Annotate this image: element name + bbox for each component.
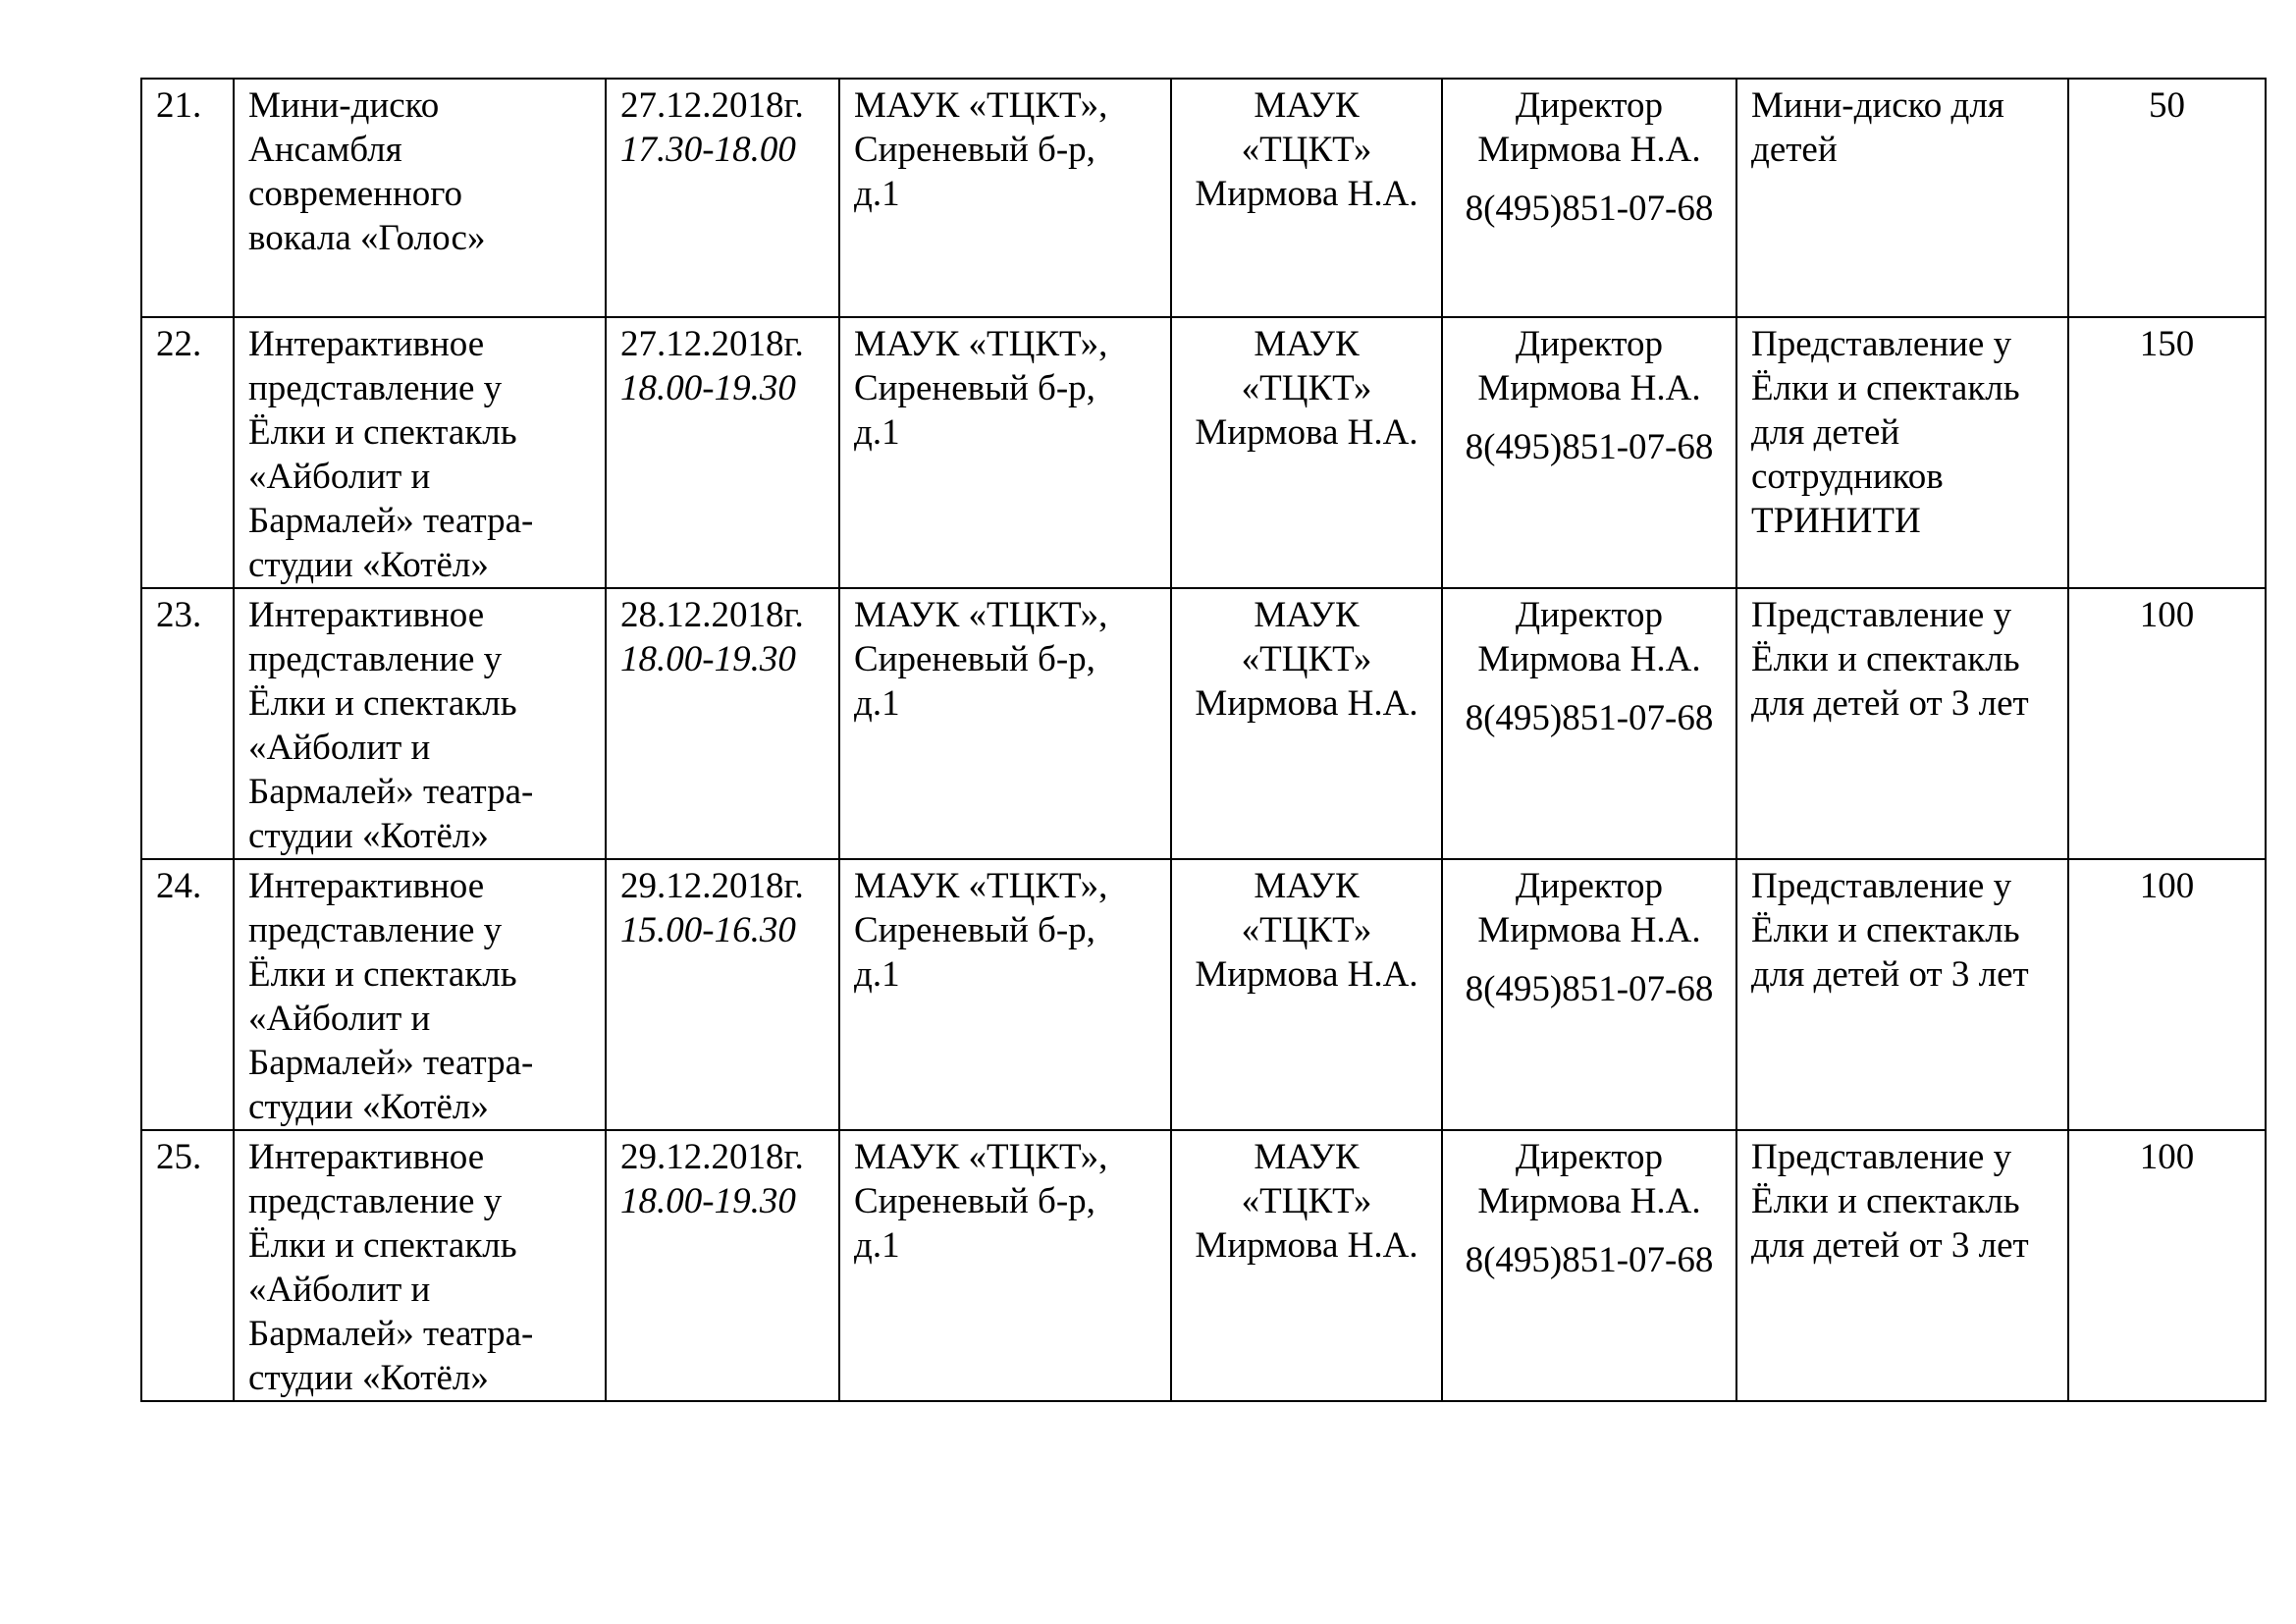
event-name-line: Ансамбля: [248, 130, 402, 170]
contact-phone: 8(495)851-07-68: [1465, 969, 1714, 1009]
row-number: 24.: [156, 866, 202, 906]
cell-event-name: [234, 859, 606, 1130]
place-line: д.1: [854, 174, 900, 214]
place-line: МАУК «ТЦКТ»,: [854, 1137, 1108, 1177]
event-name-line: Интерактивное: [248, 595, 485, 635]
event-name-line: Бармалей» театра-: [248, 1314, 534, 1354]
description-line: Представление у: [1751, 1137, 2012, 1177]
cell-date-time: [606, 1130, 839, 1401]
event-name-line: вокала «Голос»: [248, 218, 486, 258]
cell-contact: [1442, 859, 1736, 1130]
cell-organizer: [1171, 588, 1442, 859]
description-line: Представление у: [1751, 866, 2012, 906]
place-line: МАУК «ТЦКТ»,: [854, 324, 1108, 364]
event-time: 18.00-19.30: [620, 639, 796, 679]
cell-organizer: [1171, 79, 1442, 317]
event-name-line: представление у: [248, 1181, 503, 1221]
cell-description: [1736, 588, 2068, 859]
cell-organizer: [1171, 859, 1442, 1130]
organizer-line: МАУК: [1254, 595, 1360, 635]
place-line: Сиреневый б-р,: [854, 368, 1095, 408]
contact-title: Директор: [1515, 324, 1664, 364]
description-line: для детей: [1751, 412, 1900, 453]
event-name-line: Бармалей» театра-: [248, 501, 534, 541]
event-name-line: Ёлки и спектакль: [248, 412, 517, 453]
event-name-line: современного: [248, 174, 463, 214]
place-line: МАУК «ТЦКТ»,: [854, 595, 1108, 635]
contact-phone: 8(495)851-07-68: [1465, 1240, 1714, 1280]
cell-organizer: [1171, 317, 1442, 588]
event-date: 27.12.2018г.: [620, 324, 804, 364]
event-time: 18.00-19.30: [620, 1181, 796, 1221]
cell-attendance: [2068, 1130, 2266, 1401]
cell-event-name: [234, 588, 606, 859]
cell-number: [141, 1130, 234, 1401]
table-row: [141, 859, 2266, 1130]
cell-date-time: [606, 317, 839, 588]
event-name-line: студии «Котёл»: [248, 1087, 489, 1127]
cell-description: [1736, 1130, 2068, 1401]
contact-title: Директор: [1515, 1137, 1664, 1177]
organizer-line: Мирмова Н.А.: [1195, 683, 1418, 724]
event-date: 29.12.2018г.: [620, 866, 804, 906]
table-row: [141, 1130, 2266, 1401]
cell-event-name: [234, 79, 606, 317]
cell-number: [141, 79, 234, 317]
event-name-line: Мини-диско: [248, 85, 440, 126]
description-line: Ёлки и спектакль: [1751, 368, 2020, 408]
event-date: 27.12.2018г.: [620, 85, 804, 126]
cell-event-name: [234, 1130, 606, 1401]
cell-event-name: [234, 317, 606, 588]
row-number: 22.: [156, 324, 202, 364]
table-row: [141, 588, 2266, 859]
description-line: Ёлки и спектакль: [1751, 910, 2020, 950]
attendance-count: 100: [2139, 1137, 2195, 1177]
cell-contact: [1442, 1130, 1736, 1401]
description-line: для детей от 3 лет: [1751, 1225, 2029, 1266]
table-row: [141, 79, 2266, 317]
cell-number: [141, 317, 234, 588]
event-name-line: представление у: [248, 639, 503, 679]
organizer-line: Мирмова Н.А.: [1195, 1225, 1418, 1266]
cell-description: [1736, 79, 2068, 317]
event-name-line: «Айболит и: [248, 728, 431, 768]
event-name-line: Интерактивное: [248, 1137, 485, 1177]
organizer-line: МАУК: [1254, 866, 1360, 906]
event-name-line: Ёлки и спектакль: [248, 1225, 517, 1266]
event-name-line: Бармалей» театра-: [248, 772, 534, 812]
cell-place: [839, 588, 1171, 859]
event-name-line: «Айболит и: [248, 1270, 431, 1310]
place-line: д.1: [854, 954, 900, 995]
attendance-count: 100: [2139, 595, 2195, 635]
event-name-line: Бармалей» театра-: [248, 1043, 534, 1083]
event-name-line: Интерактивное: [248, 866, 485, 906]
organizer-line: «ТЦКТ»: [1241, 368, 1372, 408]
place-line: Сиреневый б-р,: [854, 1181, 1095, 1221]
cell-attendance: [2068, 859, 2266, 1130]
row-number: 25.: [156, 1137, 202, 1177]
cell-contact: [1442, 79, 1736, 317]
contact-name: Мирмова Н.А.: [1477, 910, 1701, 950]
place-line: Сиреневый б-р,: [854, 130, 1095, 170]
cell-organizer: [1171, 1130, 1442, 1401]
event-time: 17.30-18.00: [620, 130, 796, 170]
event-name-line: представление у: [248, 368, 503, 408]
cell-place: [839, 317, 1171, 588]
description-line: Ёлки и спектакль: [1751, 1181, 2020, 1221]
cell-place: [839, 859, 1171, 1130]
cell-description: [1736, 859, 2068, 1130]
place-line: Сиреневый б-р,: [854, 639, 1095, 679]
event-name-line: «Айболит и: [248, 457, 431, 497]
contact-title: Директор: [1515, 866, 1664, 906]
contact-title: Директор: [1515, 85, 1664, 126]
description-line: Ёлки и спектакль: [1751, 639, 2020, 679]
organizer-line: МАУК: [1254, 324, 1360, 364]
contact-title: Директор: [1515, 595, 1664, 635]
contact-name: Мирмова Н.А.: [1477, 639, 1701, 679]
organizer-line: «ТЦКТ»: [1241, 130, 1372, 170]
event-date: 28.12.2018г.: [620, 595, 804, 635]
cell-description: [1736, 317, 2068, 588]
events-table: [140, 78, 2267, 1402]
organizer-line: Мирмова Н.А.: [1195, 412, 1418, 453]
cell-date-time: [606, 79, 839, 317]
organizer-line: МАУК: [1254, 85, 1360, 126]
description-line: сотрудников: [1751, 457, 1944, 497]
cell-attendance: [2068, 79, 2266, 317]
event-time: 18.00-19.30: [620, 368, 796, 408]
place-line: д.1: [854, 1225, 900, 1266]
attendance-count: 100: [2139, 866, 2195, 906]
organizer-line: «ТЦКТ»: [1241, 910, 1372, 950]
organizer-line: Мирмова Н.А.: [1195, 954, 1418, 995]
cell-place: [839, 1130, 1171, 1401]
contact-name: Мирмова Н.А.: [1477, 130, 1701, 170]
description-line: Мини-диско для: [1751, 85, 2004, 126]
event-name-line: представление у: [248, 910, 503, 950]
event-time: 15.00-16.30: [620, 910, 796, 950]
organizer-line: «ТЦКТ»: [1241, 639, 1372, 679]
event-date: 29.12.2018г.: [620, 1137, 804, 1177]
cell-attendance: [2068, 317, 2266, 588]
cell-number: [141, 588, 234, 859]
organizer-line: «ТЦКТ»: [1241, 1181, 1372, 1221]
contact-phone: 8(495)851-07-68: [1465, 189, 1714, 229]
event-name-line: Интерактивное: [248, 324, 485, 364]
place-line: МАУК «ТЦКТ»,: [854, 866, 1108, 906]
cell-number: [141, 859, 234, 1130]
event-name-line: студии «Котёл»: [248, 1358, 489, 1398]
cell-date-time: [606, 859, 839, 1130]
description-line: Представление у: [1751, 595, 2012, 635]
cell-attendance: [2068, 588, 2266, 859]
description-line: ТРИНИТИ: [1751, 501, 1921, 541]
row-number: 23.: [156, 595, 202, 635]
event-name-line: студии «Котёл»: [248, 545, 489, 585]
contact-name: Мирмова Н.А.: [1477, 368, 1701, 408]
event-name-line: студии «Котёл»: [248, 816, 489, 856]
place-line: д.1: [854, 412, 900, 453]
description-line: для детей от 3 лет: [1751, 683, 2029, 724]
event-name-line: Ёлки и спектакль: [248, 683, 517, 724]
cell-contact: [1442, 588, 1736, 859]
contact-name: Мирмова Н.А.: [1477, 1181, 1701, 1221]
attendance-count: 50: [2149, 85, 2185, 126]
description-line: Представление у: [1751, 324, 2012, 364]
organizer-line: МАУК: [1254, 1137, 1360, 1177]
events-table-body: [141, 79, 2266, 1401]
description-line: детей: [1751, 130, 1838, 170]
event-name-line: «Айболит и: [248, 999, 431, 1039]
cell-contact: [1442, 317, 1736, 588]
attendance-count: 150: [2139, 324, 2195, 364]
cell-date-time: [606, 588, 839, 859]
place-line: Сиреневый б-р,: [854, 910, 1095, 950]
event-name-line: Ёлки и спектакль: [248, 954, 517, 995]
contact-phone: 8(495)851-07-68: [1465, 698, 1714, 738]
place-line: МАУК «ТЦКТ»,: [854, 85, 1108, 126]
organizer-line: Мирмова Н.А.: [1195, 174, 1418, 214]
row-number: 21.: [156, 85, 202, 126]
contact-phone: 8(495)851-07-68: [1465, 427, 1714, 467]
place-line: д.1: [854, 683, 900, 724]
table-row: [141, 317, 2266, 588]
description-line: для детей от 3 лет: [1751, 954, 2029, 995]
cell-place: [839, 79, 1171, 317]
